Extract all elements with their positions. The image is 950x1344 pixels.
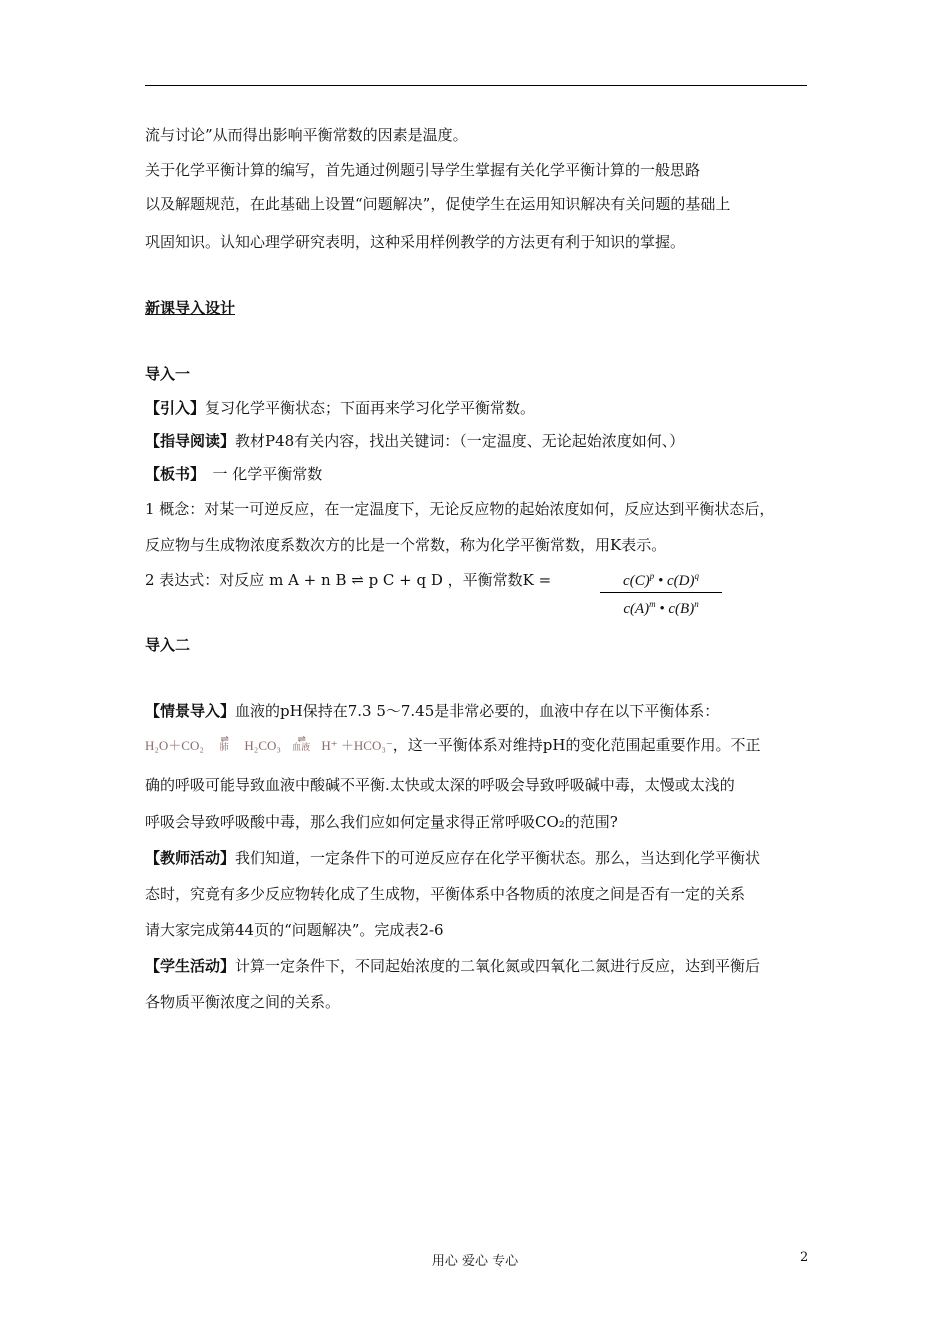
equation-line (145, 735, 760, 756)
student-line: 各物质平衡浓度之间的关系。 (145, 993, 341, 1011)
intro2-scene (145, 701, 719, 721)
label: 【学生活动】 (145, 957, 236, 975)
expression-line: 2 表达式：对反应 m A + n B ⇌ p C + q D ，平衡常数K = (145, 571, 552, 589)
student-activity (145, 956, 760, 976)
section-title: 新课导入设计 (145, 299, 236, 317)
formula-denominator: $c(A)^m$ • $c(B)^n$ (623, 599, 699, 617)
concept-line: 1 概念：对某一可逆反应，在一定温度下，无论反应物的起始浓度如何，反应达到平衡状态后， (145, 500, 775, 518)
intro1-board (145, 464, 322, 484)
text: 血液的pH保持在7.3 5～7.45是非常必要的，血液中存在以下平衡体系： (235, 702, 720, 720)
intro2-title: 导入二 (145, 636, 191, 654)
equilibrium-constant-formula (600, 567, 722, 618)
label: 【教师活动】 (145, 849, 236, 867)
teacher-line: 态时，究竟有多少反应物转化成了生成物，平衡体系中各物质的浓度之间是否有一定的关系 (145, 885, 746, 903)
label: 【情景导入】 (145, 702, 236, 720)
formula-numerator: $c(C)^p$ • $c(D)^q$ (623, 571, 699, 589)
text: 我们知道，一定条件下的可逆反应存在化学平衡状态。那么，当达到化学平衡状 (235, 849, 761, 867)
label: 【指导阅读】 (145, 432, 236, 450)
teacher-activity (145, 848, 760, 868)
paragraph-line: 关于化学平衡计算的编写，首先通过例题引导学生掌握有关化学平衡计算的一般思路 (145, 161, 701, 179)
reversible-arrow-icon: ⇌ 血液 (292, 734, 311, 752)
scene-line: 确的呼吸可能导致血液中酸碱不平衡.太快或太深的呼吸会导致呼吸碱中毒，太慢或太浅的 (145, 776, 735, 794)
reversible-arrow-icon: ⇌ 肺 (219, 734, 229, 752)
text: ，这一平衡体系对维持pH的变化范围起重要作用。不正 (392, 736, 761, 754)
paragraph-line: 巩固知识。认知心理学研究表明，这种采用样例教学的方法更有利于知识的掌握。 (145, 233, 686, 251)
teacher-line: 请大家完成第44页的“问题解决”。完成表2-6 (145, 921, 444, 939)
label: 【板书】 (145, 465, 198, 483)
text: 一 化学平衡常数 (197, 465, 323, 483)
text: 计算一定条件下，不同起始浓度的二氧化氮或四氧化二氮进行反应，达到平衡后 (235, 957, 761, 975)
header-rule (145, 85, 807, 86)
blood-equilibrium-equation: H₂O＋CO₂ ⇌ 肺 H₂CO₃ ⇌ 血液 H⁺ ＋HCO₃⁻ (145, 734, 393, 753)
text: 复习化学平衡状态；下面再来学习化学平衡常数。 (205, 399, 536, 417)
concept-line: 反应物与生成物浓度系数次方的比是一个常数，称为化学平衡常数，用K表示。 (145, 536, 667, 554)
intro1-yinru (145, 398, 535, 418)
text: 教材P48有关内容，找出关键词：（一定温度、无论起始浓度如何、） (235, 432, 685, 450)
paragraph-line: 以及解题规范，在此基础上设置“问题解决”，促使学生在运用知识解决有关问题的基础上 (145, 195, 731, 213)
page-number: 2 (800, 1250, 809, 1265)
paragraph-line: 流与讨论”从而得出影响平衡常数的因素是温度。 (145, 126, 468, 144)
page-footer: 用心 爱心 专心 (431, 1254, 519, 1269)
intro1-title: 导入一 (145, 365, 191, 383)
scene-line: 呼吸会导致呼吸酸中毒，那么我们应如何定量求得正常呼吸CO₂的范围? (145, 813, 618, 831)
label: 【引入】 (145, 399, 206, 417)
intro1-reading (145, 431, 684, 451)
